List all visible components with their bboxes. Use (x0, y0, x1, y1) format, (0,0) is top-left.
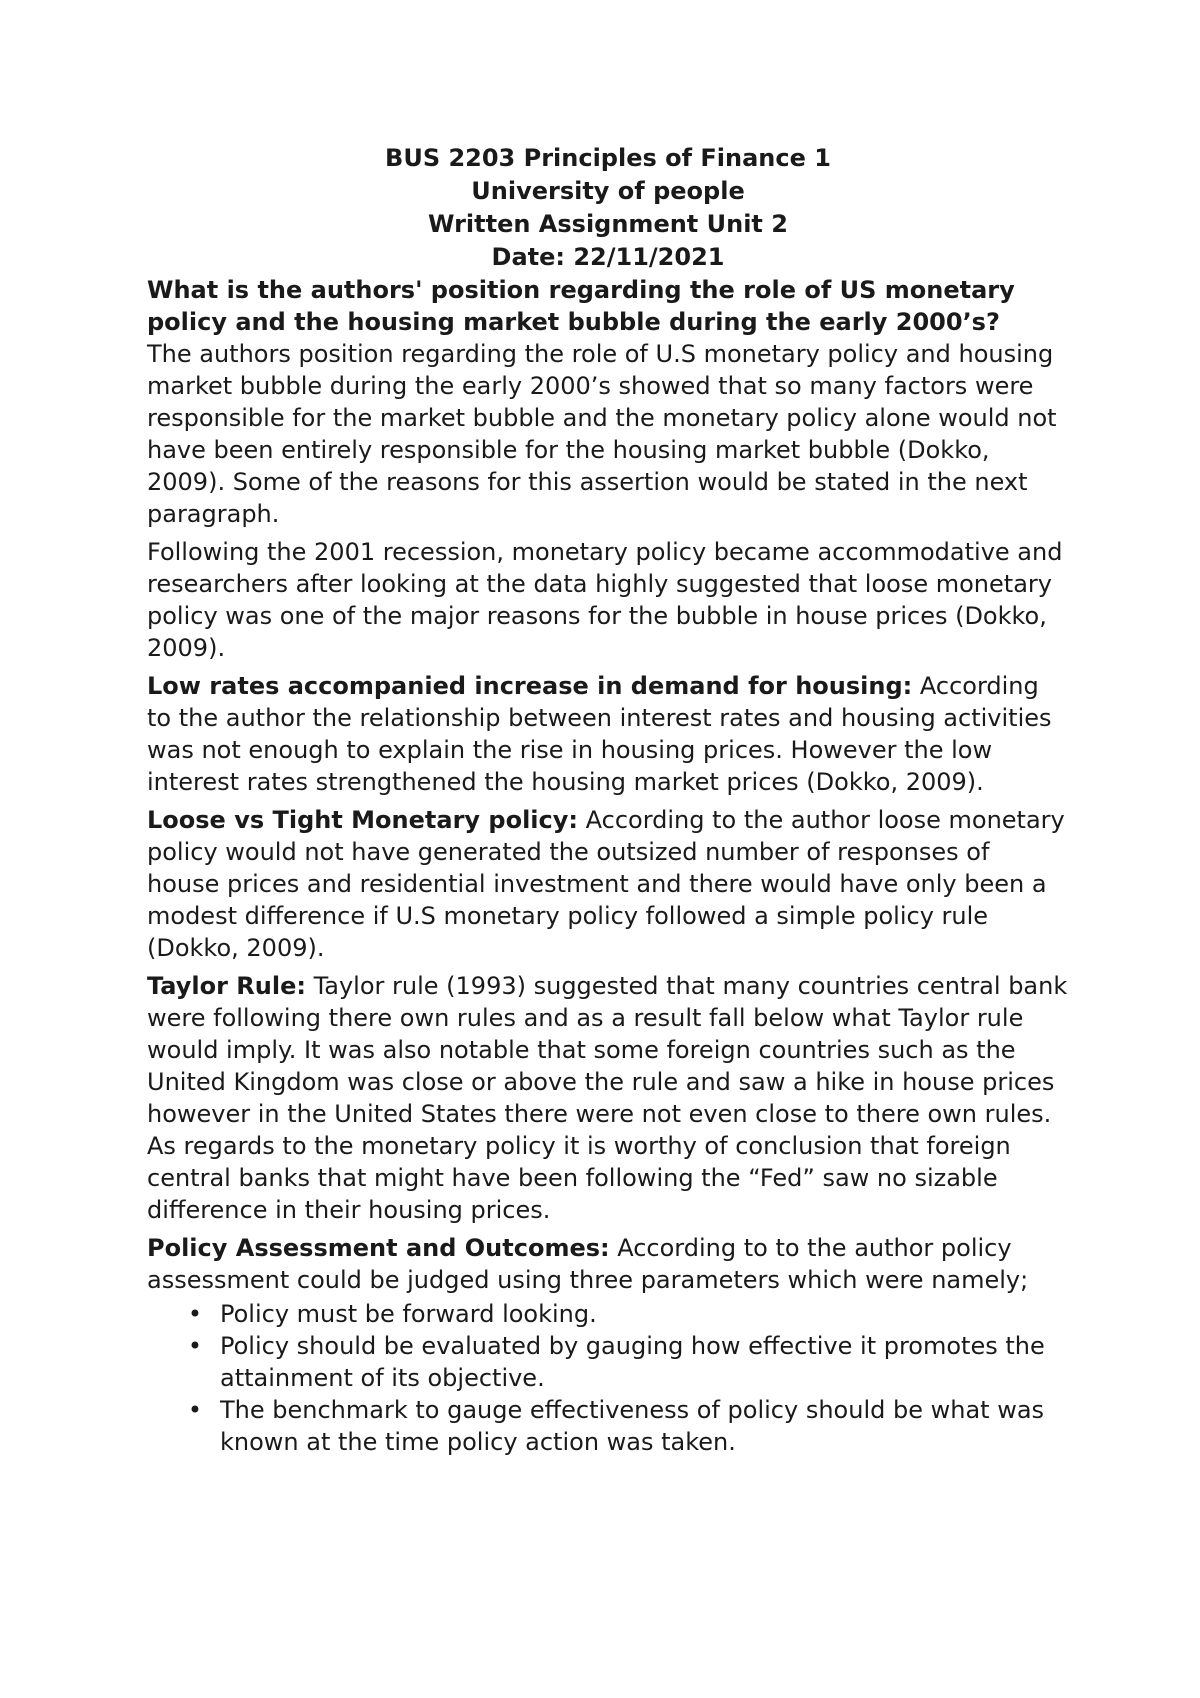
document-body (147, 142, 1069, 1458)
section-text: Taylor rule (1993) suggested that many countries central bank were following there own rules and as a result fall below what Taylor rule would imply. It was also notable that some foreign countries such as the United Kingdom was close or above the rule and saw a hike in house prices however in the United States there were not even close to there own rules. As regards to the monetary policy it is worthy of conclusion that foreign central banks that might have been following the “Fed” saw no sizable difference in their housing prices. (147, 972, 1068, 1224)
section-text: According to to the author policy assessment could be judged using three parameters which were namely; (147, 1234, 1029, 1294)
assignment-date: Date: 22/11/2021 (491, 243, 725, 271)
question-heading: What is the authors' position regarding the role of US monetary policy and the housing market bubble during the early 2000’s? (147, 276, 1015, 336)
list-item-text: The benchmark to gauge effectiveness of policy should be what was known at the time policy action was taken. (220, 1396, 1045, 1456)
list-item (147, 1298, 1069, 1330)
section-heading: Policy Assessment and Outcomes: (147, 1234, 610, 1262)
bullet-icon: • (187, 1332, 203, 1360)
recession-paragraph: Following the 2001 recession, monetary policy became accommodative and researchers after looking at the data highly suggested that loose monetary policy was one of the major reasons for the bubble in house prices (Dokko, 2009). (147, 538, 1063, 662)
list-item-text: Policy should be evaluated by gauging how effective it promotes the attainment of its objective. (220, 1332, 1045, 1392)
university-name: University of people (471, 177, 745, 205)
bullet-icon: • (187, 1300, 203, 1328)
assignment-title: Written Assignment Unit 2 (428, 210, 788, 238)
criteria-list (147, 1298, 1069, 1458)
list-item (147, 1330, 1069, 1394)
list-item-text: Policy must be forward looking. (220, 1300, 597, 1328)
section-heading: Taylor Rule: (147, 972, 306, 1000)
section-text: According to the author loose monetary policy would not have generated the outsized number of responses of house prices and residential investment and there would have only been a modest difference if U.S monetary policy followed a simple policy rule (Dokko, 2009). (147, 806, 1065, 962)
section-text: According to the author the relationship between interest rates and housing activities was not enough to explain the rise in housing prices. However the low interest rates strengthened the housing market prices (Dokko, 2009). (147, 672, 1052, 796)
course-title: BUS 2203 Principles of Finance 1 (385, 144, 831, 172)
bullet-icon: • (187, 1396, 203, 1424)
section-taylor-rule (147, 970, 1069, 1226)
list-item (147, 1394, 1069, 1458)
section-heading: Loose vs Tight Monetary policy: (147, 806, 578, 834)
section-loose-vs-tight (147, 804, 1069, 964)
title-block (147, 142, 1069, 274)
section-heading: Low rates accompanied increase in demand for housing: (147, 672, 913, 700)
section-low-rates (147, 670, 1069, 798)
section-policy-assessment (147, 1232, 1069, 1296)
intro-paragraph: The authors position regarding the role of U.S monetary policy and housing market bubble during the early 2000’s showed that so many factors were responsible for the market bubble and the monetary policy alone would not have been entirely responsible for the housing market bubble (Dokko, 2009). Some of the reasons for this assertion would be stated in the next paragraph. (147, 340, 1057, 528)
